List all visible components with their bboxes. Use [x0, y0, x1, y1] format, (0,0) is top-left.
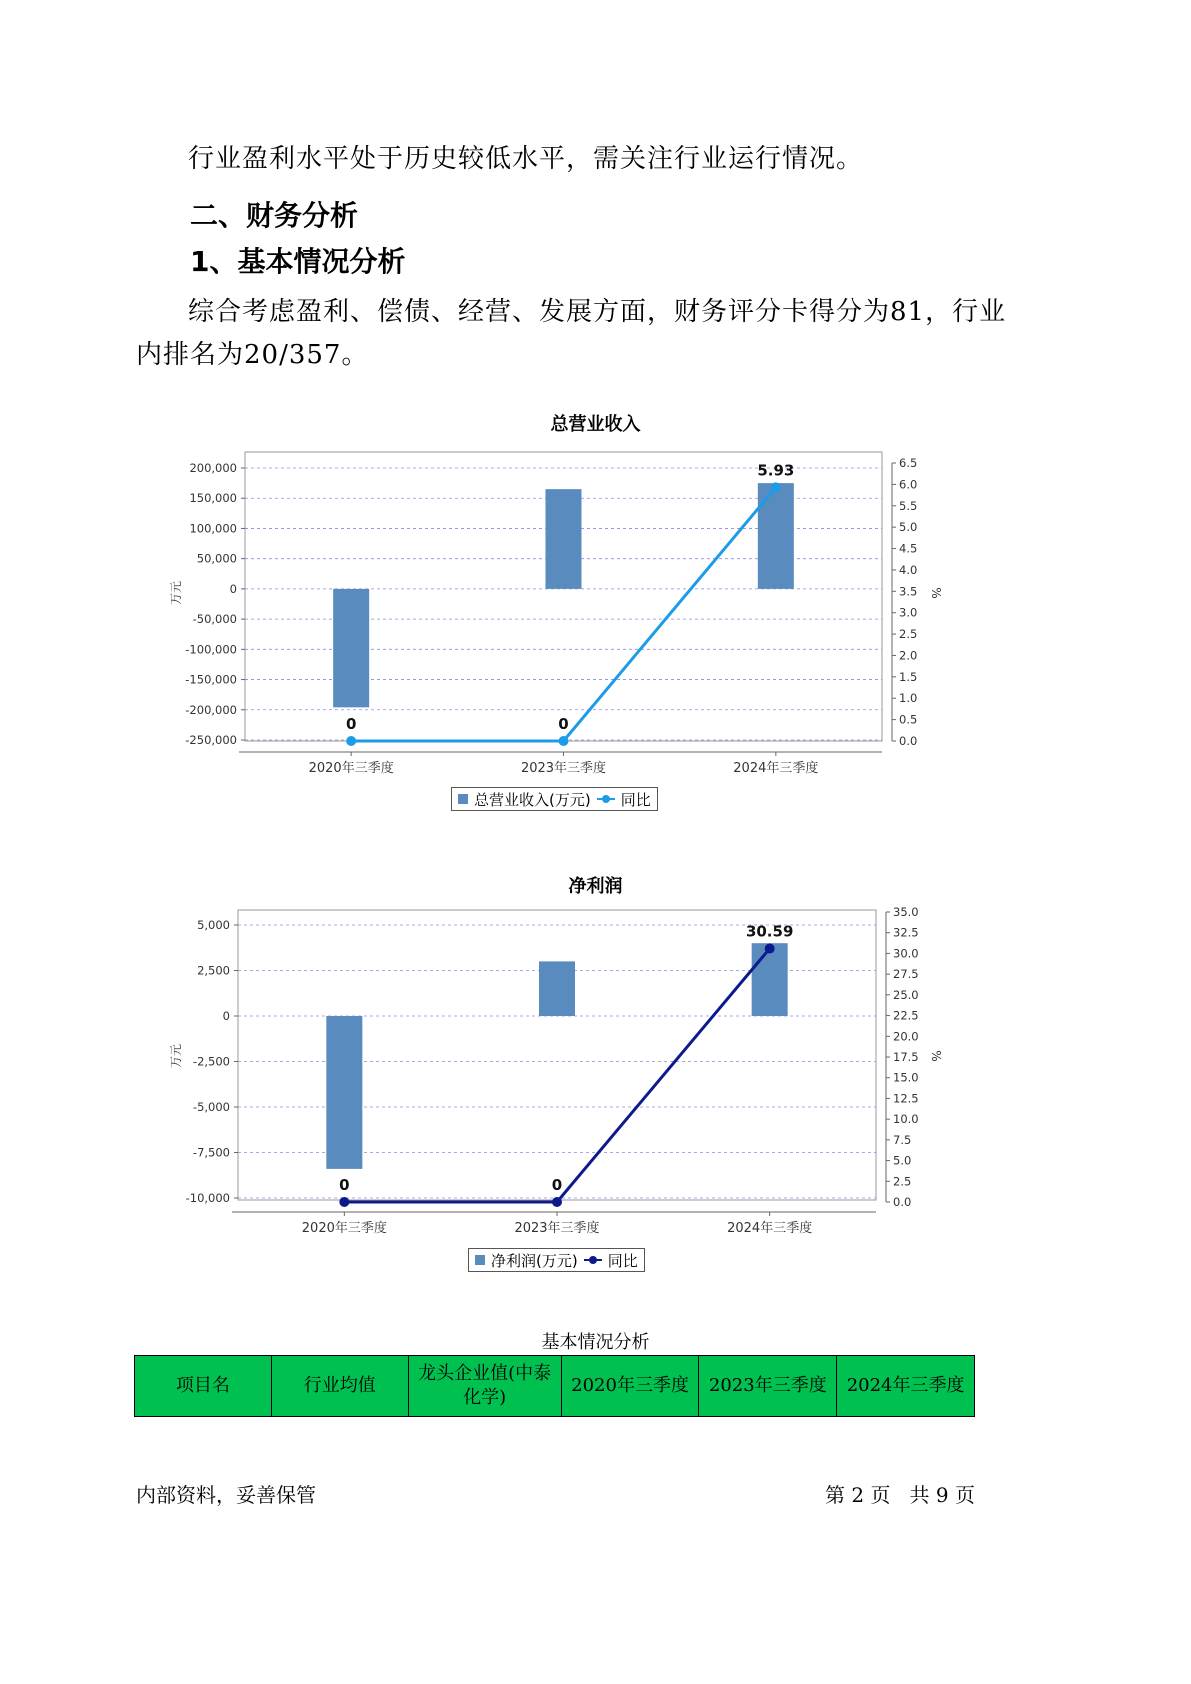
- y-axis-label: 万元: [169, 1043, 183, 1069]
- y2-tick-label: 20.0: [893, 1029, 919, 1044]
- x-tick-label: 2020年三季度: [301, 1221, 387, 1236]
- x-tick-label: 2023年三季度: [514, 1221, 600, 1236]
- table-header-cell: 2020年三季度: [561, 1356, 699, 1417]
- x-tick-label: 2024年三季度: [727, 1221, 813, 1236]
- summary-paragraph-line1: 综合考虑盈利、偿债、经营、发展方面，财务评分卡得分为81，行业: [188, 297, 1007, 327]
- table-header-row: [135, 1356, 975, 1417]
- bar: [758, 483, 794, 589]
- x-tick-label: 2020年三季度: [308, 761, 394, 776]
- y2-tick-label: 2.5: [899, 627, 918, 642]
- yoy-data-label: 30.59: [745, 922, 794, 941]
- y2-tick-label: 0.5: [899, 712, 918, 727]
- table-caption: 基本情况分析: [541, 1332, 650, 1353]
- x-tick-label: 2023年三季度: [520, 761, 607, 776]
- y2-tick-label: 6.5: [899, 456, 918, 470]
- table-header-cell: 项目名: [135, 1356, 272, 1417]
- y2-tick-label: 35.0: [893, 905, 919, 919]
- legend-line-swatch: [597, 798, 615, 800]
- y2-tick-label: 22.5: [893, 1008, 919, 1023]
- yoy-data-label: 0: [551, 1176, 563, 1194]
- y2-tick-label: 0.0: [893, 1195, 912, 1209]
- y-tick-label: 200,000: [189, 461, 237, 475]
- y2-tick-label: 3.5: [899, 584, 918, 599]
- y-tick-label: -250,000: [185, 733, 237, 747]
- yoy-data-label: 0: [345, 715, 357, 733]
- yoy-point: [346, 736, 356, 746]
- y2-tick-label: 7.5: [893, 1132, 912, 1147]
- bar: [546, 489, 582, 589]
- y2-tick-label: 0.0: [899, 734, 918, 748]
- legend-line-label: 同比: [607, 1251, 638, 1270]
- chart-title: 总营业收入: [550, 414, 641, 435]
- y2-axis-label: %: [929, 587, 943, 599]
- y2-tick-label: 5.5: [899, 498, 918, 513]
- y-tick-label: -7,500: [192, 1145, 230, 1160]
- table-header-cell: 2023年三季度: [699, 1356, 837, 1417]
- y-tick-label: 100,000: [189, 521, 237, 536]
- yoy-data-label: 5.93: [757, 461, 795, 480]
- y2-tick-label: 5.0: [893, 1153, 912, 1168]
- legend-bar-label: 总营业收入(万元): [474, 790, 591, 809]
- subsection-heading: 1、基本情况分析: [190, 245, 406, 278]
- bar: [539, 961, 575, 1016]
- y-tick-label: -100,000: [185, 642, 237, 657]
- summary-paragraph-line2: 内排名为20/357。: [136, 340, 369, 370]
- table-header-cell: 行业均值: [271, 1356, 408, 1417]
- y2-tick-label: 4.0: [899, 562, 918, 577]
- y-tick-label: 150,000: [189, 491, 237, 506]
- y-tick-label: -200,000: [185, 702, 237, 717]
- y2-tick-label: 25.0: [893, 987, 919, 1002]
- bar: [333, 589, 369, 707]
- yoy-point: [552, 1197, 562, 1207]
- footer-page-number: 第 2 页 共 9 页: [825, 1483, 975, 1507]
- y2-tick-label: 3.0: [899, 605, 918, 620]
- y-tick-label: -10,000: [185, 1191, 230, 1205]
- y-tick-label: 5,000: [197, 918, 230, 932]
- yoy-point: [339, 1197, 349, 1207]
- y-tick-label: 0: [222, 1009, 230, 1023]
- legend-bar-label: 净利润(万元): [491, 1251, 578, 1270]
- y-tick-label: 2,500: [197, 963, 230, 978]
- y2-axis-label: %: [929, 1050, 943, 1062]
- y2-tick-label: 10.0: [893, 1112, 919, 1127]
- y2-tick-label: 2.0: [899, 648, 918, 663]
- footer-left: 内部资料，妥善保管: [136, 1483, 316, 1507]
- section-heading: 二、财务分析: [190, 199, 359, 232]
- y-tick-label: -50,000: [192, 612, 237, 627]
- y2-tick-label: 30.0: [893, 946, 919, 961]
- yoy-data-label: 0: [558, 715, 569, 733]
- y2-tick-label: 12.5: [893, 1091, 919, 1106]
- y2-tick-label: 2.5: [893, 1174, 912, 1189]
- y2-tick-label: 1.0: [899, 691, 918, 706]
- legend-line-swatch: [584, 1259, 602, 1261]
- intro-paragraph: 行业盈利水平处于历史较低水平，需关注行业运行情况。: [188, 144, 864, 174]
- y-tick-label: -2,500: [192, 1054, 230, 1069]
- y2-tick-label: 4.5: [899, 541, 918, 556]
- y-tick-label: 50,000: [196, 551, 237, 566]
- y-tick-label: -150,000: [185, 672, 237, 687]
- bar: [326, 1016, 362, 1169]
- yoy-point: [765, 944, 775, 954]
- y-tick-label: -5,000: [192, 1100, 230, 1114]
- bar: [752, 943, 788, 1016]
- legend-bar-swatch: [458, 794, 468, 804]
- y2-tick-label: 27.5: [893, 967, 919, 982]
- x-tick-label: 2024年三季度: [733, 761, 819, 776]
- y-tick-label: 0: [229, 581, 237, 596]
- chart-title: 净利润: [568, 876, 623, 897]
- yoy-point: [771, 482, 781, 492]
- legend-line-label: 同比: [620, 790, 651, 809]
- y2-tick-label: 17.5: [893, 1050, 919, 1064]
- table-header-cell: 龙头企业值(中泰化学): [408, 1356, 561, 1417]
- y2-tick-label: 15.0: [893, 1070, 919, 1085]
- y2-tick-label: 1.5: [899, 669, 918, 684]
- chart-legend: [468, 1248, 645, 1272]
- legend-bar-swatch: [475, 1255, 485, 1265]
- y-axis-label: 万元: [169, 580, 183, 606]
- y2-tick-label: 6.0: [899, 477, 918, 492]
- chart-legend: [451, 787, 658, 811]
- yoy-point: [559, 736, 569, 746]
- yoy-data-label: 0: [339, 1176, 350, 1194]
- table-header-cell: 2024年三季度: [837, 1356, 975, 1417]
- y2-tick-label: 5.0: [899, 520, 918, 535]
- y2-tick-label: 32.5: [893, 925, 919, 940]
- basic-analysis-table: [134, 1355, 975, 1417]
